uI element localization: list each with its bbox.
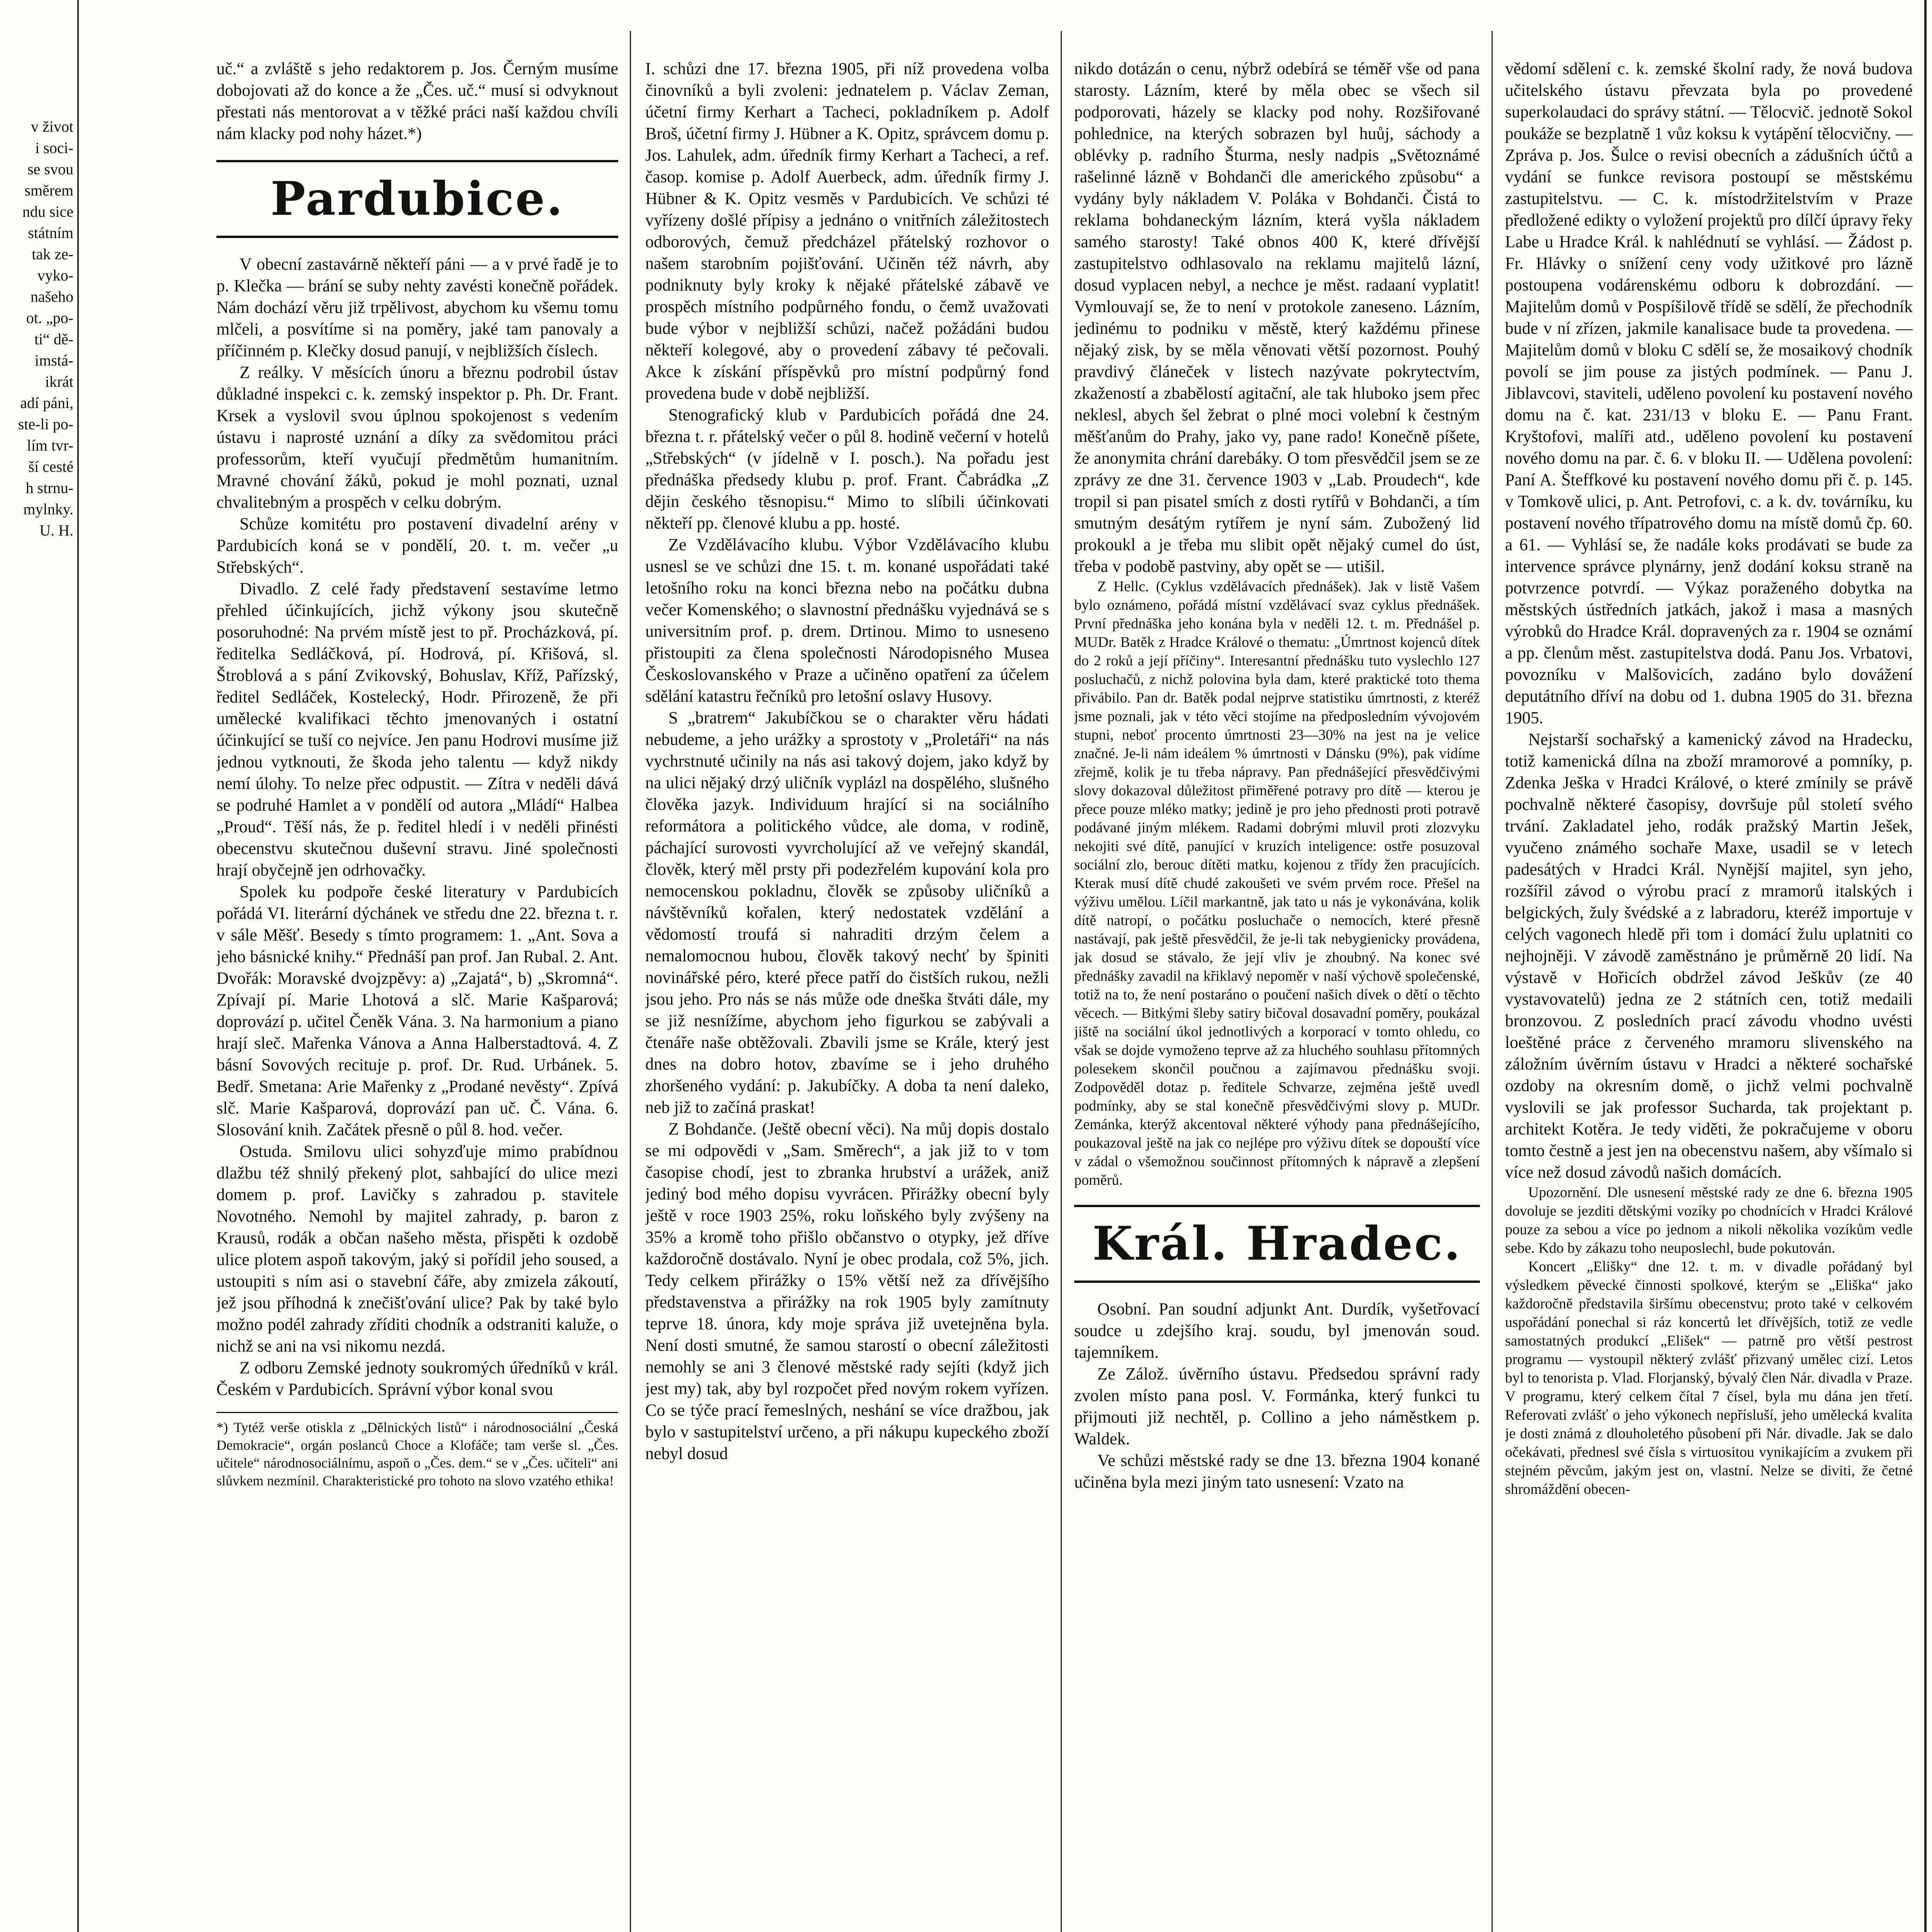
fragment-line: U. H. bbox=[39, 522, 73, 539]
fragment-line: vyko- bbox=[37, 267, 73, 284]
article-paragraph: Z odboru Zemské jednoty soukromých úředníků v král. Českém v Pardubicích. Správní výbor konal svou bbox=[216, 1358, 618, 1399]
article-paragraph: Divadlo. Z celé řady představení sestavíme letmo přehled účinkujících, jichž výkony jsou skutečně posoruhodné: Na prvém místě jest to př. Procházková, pí. ředitelka Sedláčková, pí. Hodrová, pí. Křišová, sl. Štroblová a s pání Zvikovský, Bohuslav, Kříž, Pařízský, ředitel Sedláček, Kostelecký, Hodr. Přirozeně, že při umělecké kvalifikaci těchto jmenovaných i ostatní účinkující se tuší co nejvíce. Jen panu Hodrovi musíme již jednou vytknouti, že škoda jeho talentu — když nikdy nemí úlohy. To nelze přec odpustit. — Zítra v neděli dává se podruhé Hamlet a v pondělí od autora „Mládí“ Halbea „Proud“. Těší nás, že p. ředitel hledí i v neděli přinésti obecenstvu skutečnou duševní stravu. Jiné společnosti hrají obyčejně jen odrhovačky. bbox=[216, 579, 618, 879]
article-paragraph: nikdo dotázán o cenu, nýbrž odebírá se téměř vše od pana starosty. Lázním, které by měla obec se všech sil podporovati, házely se klacky pod nohy. Rozšiřované pohlednice, na kterých sobrazen byl huůj, sáchody a oblévky p. radního Šturma, nesly nadpis „Světoznámé rašelinné lázně v Bohdanči dle amerického způsobu“ a vydány byly nákladem V. Poláka v Bohdanči. Čistá to reklama bohdaneckým lázním, která vyšla nákladem samého starosty! Také obnos 400 K, které dřívější zastupitelstvo odhlasovalo na reklamu majitelů lázní, dosud vyplacen nebyl, a nechce je měst. radaaní vyplatit! Vymlouvají se, že to není v protokole zaneseno. Lázním, jedinému to podniku v městě, který každému přinese nějaký zisk, by se měla věnovati větší pozornost. Pouhý pravdivý článeček v listech nazývate pokrytectvím, zkažeností a zbabělostí agitační, ale tak hluboko jsem přec neklesl, abych šel žebrat o plné moci volební k čestným měšťanům do Prahy, jako vy, pane rado! Konečně píšete, že anonymita chrání darebáky. O tom přesvědčil jsem se ze zprávy ze dne 31. července 1903 v „Lab. Proudech“, kde tropil si pan pisatel smích z dosti rytířů v Bohdanči, a tím smutným desátým rytířem je nyní sám. Zubožený lid prokoukl a je třeba mu slibit opět nějaký cumel do úst, třeba v podobě pastviny, aby opět se — utišil. bbox=[1074, 59, 1480, 576]
section-heading-pardubice: Pardubice. bbox=[216, 160, 618, 238]
fragment-line: lím tvr- bbox=[27, 437, 73, 454]
previous-page-fragment bbox=[0, 116, 73, 541]
fragment-line: imstá- bbox=[35, 352, 73, 369]
column-rule bbox=[630, 31, 631, 1932]
article-paragraph: Upozornění. Dle usnesení městské rady ze dne 6. března 1905 dovoluje se jezditi dětskými vozíky po chodnících v Hradci Králové pouze za sebou a více po jednom a nikoli několika vozíkům vedle sebe. Kdo by zákazu toho neuposlechl, bude pokutován. bbox=[1505, 1184, 1913, 1256]
article-paragraph: Z Hellc. (Cyklus vzdělávacích přednášek). Jak v listě Vašem bylo oznámeno, pořádá místní vzdělávací svaz cyklus přednášek. První přednáška jeho konána byla v neděli 12. t. m. Přednášel p. MUDr. Batěk z Hradce Králové o thematu: „Úmrtnost kojenců dítek do 2 roků a její příčiny“. Interesantní přednášku tuto vyslechlo 127 posluchačů, z nichž polovina byla dam, které praktické toto thema přivábilo. Pan dr. Batěk podal nejprve statistiku úmrtnosti, z kteréž jsme poznali, jak v této věci stojíme na předposledním vývojovém stupni, neboť procento úmrtnosti 23—30% na jest na je velice značné. Je-li nám ideálem % úmrtnosti v Dánsku (9%), pak vidíme zřejmě, kolik je tu třeba nápravy. Pan přednášející přesvědčivými slovy dokazoval důležitost přiměřené potravy pro dítě — kterou je přece pouze mléko matky; jedině je pro jeho přednosti proti potravě podávané jiným mlékem. Radami dobrými mluvil proti zlozvyku nekojiti své dítě, panující v kruzích inteligence: ostře posuzoval sociální zlo, berouc dítěti matku, kojenou z třídy žen pracujících. Kterak musí dítě chudé zakoušeti ve svém prvém roce. Přešel na výživu umělou. Líčil markantně, jak tato u nás je vykonávána, kolik dítě natropí, o počátku posluchače o nemocích, které přesně nastávají, pak ještě přesvědčil, že je-li tak nebygienicky provádena, jak dosud se stávalo, že její vliv je zhoubný. Na konec své přednášky zavadil na křiklavý nepoměr v naší výchově společenské, totiž na to, že není postaráno o poučení našich dívek o dětí o těchto věcech. — Bitkými šleby satiry bičoval dosavadní poměry, poukázal jiště na sociální úkol jednotlivých a korporací v tomto ohledu, co však se dojde vymoženo teprve až za hluchého souhlasu přítomných polesekem skončil poučnou a zajímavou přednášku svoji. Zodpověděl dotaz p. ředitele Schvarze, zejména ještě uvedl podmínky, aby se stal konečně přesvědčivými slovy p. MUDr. Zemánka, kterýž akcentoval některé výhody pana přednášejícího, poukazoval ještě na jak co nejlépe pro výživu dítek se dopouští více v zádal o všemožnou součinnost přítomných k nápravě a zlepšení poměrů. bbox=[1074, 578, 1480, 1188]
column-2 bbox=[645, 58, 1049, 1932]
fragment-line: tak ze- bbox=[32, 245, 73, 263]
fragment-line: našeho bbox=[30, 288, 73, 305]
article-paragraph: Ze Zálož. úvěrního ústavu. Předsedou správní rady zvolen místo pana posl. V. Formánka, který funkci tu přijmouti již nechtěl, p. Collino a jeho náměstkem p. Waldek. bbox=[1074, 1364, 1480, 1448]
column-rule bbox=[1492, 31, 1493, 1932]
article-paragraph: Ostuda. Smilovu ulici sohyzďuje mimo prabídnou dlažbu též shnilý překený plot, sahbající do ulice mezi domem p. prof. Lavičky s zahradou p. stavitele Novotného. Nemohl by majitel zahrady, p. baron z Krausů, rodák a občan našeho města, přispěti k ozdobě ulice plotem aspoň takovým, jaký si pořídil jeho soused, a ustoupiti s ním asi o stavební čáře, aby zmizela zákoutí, jež jsou příhodná k znečišťování ulice? Pak by také bylo možno podél zahrady zříditi chodník a odstraniti kaluže, o nichž se ani na vsi nikomu nezdá. bbox=[216, 1142, 618, 1355]
footnote: *) Tytéž verše otiskla z „Dělnických listů“ i národnosociální „Česká Demokracie“, orgán poslanců Choce a Klofáče; tam verše sl. „Čes. učitele“ národnosociálnímu, aspoň o „Čes. dem.“ se v „Čes. učiteli“ ani slůvkem nezmínil. Charakteristické pro tohoto na slovo vzatého ethika! bbox=[216, 1412, 618, 1490]
section-heading-kral-hradec: Král. Hradec. bbox=[1074, 1205, 1480, 1283]
column-3 bbox=[1074, 58, 1480, 1932]
column-rule bbox=[1061, 31, 1062, 1932]
fragment-line: ot. „po- bbox=[26, 309, 73, 327]
article-paragraph: Stenografický klub v Pardubicích pořádá dne 24. března t. r. přátelský večer o půl 8. hodině večerní v hotelů „Střebských“ (v jídelně v I. posch.). Na pořadu jest přednáška předsedy klubu p. prof. Frant. Čabrádka „Z dějin českého těsnopisu.“ Mimo to slíbili účinkovati někteří pp. členové klubu a pp. hosté. bbox=[645, 405, 1049, 532]
fragment-line: ti“ dě- bbox=[34, 330, 73, 348]
fragment-line: i soci- bbox=[35, 139, 73, 156]
article-paragraph: Z reálky. V měsících únoru a březnu podrobil ústav důkladné inspekci c. k. zemský inspektor p. Ph. Dr. Frant. Krsek a vyslovil svou úplnou spokojenost s vedením ústavu i naprosté uznání a díky za svědomitou práci professorům, kteří vyučují předmětům humanitním. Mravné chování žáků, pokud je mohl poznati, uznal chvalitebným a prospěch v celku dobrým. bbox=[216, 363, 618, 512]
article-paragraph: Osobní. Pan soudní adjunkt Ant. Durdík, vyšetřovací soudce u zdejšího kraj. soudu, byl jmenován soud. tajemníkem. bbox=[1074, 1299, 1480, 1362]
column-1 bbox=[216, 58, 618, 1932]
article-paragraph: Spolek ku podpoře české literatury v Pardubicích pořádá VI. literární dýchánek ve středu dne 22. března t. r. v sále Měšť. Besedy s tímto programem: 1. „Ant. Sova a jeho básnické knihy.“ Přednáší pan prof. Jan Rubal. 2. Ant. Dvořák: Moravské dvojzpěvy: a) „Zajatá“, b) „Skromná“. Zpívají pí. Marie Lhotová a slč. Marie Kašparová; doprovází p. učitel Čeněk Vána. 3. Na harmonium a piano hrají sleč. Mařenka Vánova a Anna Halberstadtová. 4. Z básní Sovových recituje p. prof. Dr. Rud. Urbánek. 5. Bedř. Smetana: Arie Mařenky z „Prodané nevěsty“. Zpívá slč. Marie Kašparová, doprovází pan uč. Č. Vána. 6. Slosování knih. Začátek přesně o půl 8. hod. večer. bbox=[216, 882, 618, 1139]
article-paragraph: S „bratrem“ Jakubíčkou se o charakter věru hádati nebudeme, a jeho urážky a sprostoty v „Proletáři“ na nás vychrstnuté učinily na nás asi takový dojem, jako když by na ulici nějaký drzý uličník vyplázl na dospělého, slušného člověka jazyk. Individuum hrající si na sociálního reformátora a politického vůdce, ale doma, v rodině, páchající surovosti vyvrcholující až ve veřejný skandál, člověk, který měl prsty při podezřelém kupování kola pro nemocenskou pokladnu, člověk se způsoby uličníků a návštěvníků kořalen, který nedostatek vzdělání a vědomostí troufá si nahraditi drzým čelem a nemalomocnou hubou, člověk takový nechť by špiniti novinářské péro, které přece patří do čistších rukou, nežli jsou jeho. Pro nás se nás může ode dneška štváti dále, my se již nesnížíme, abychom jeho figurkou se zabývali a čtenáře naše obtěžovali. Zbavili jsme se Krále, který jest dnes na dobro hotov, zbavíme se i jeho druhého zhoršeného vydání: p. Jakubíčky. A doba ta není daleko, neb již to začíná praskat! bbox=[645, 708, 1049, 1117]
fragment-line: se svou bbox=[27, 160, 73, 178]
fragment-line: ste-li po- bbox=[18, 415, 73, 433]
article-paragraph: Nejstarší sochařský a kamenický závod na Hradecku, totiž kamenická dílna na zboží mramorové a pomníky, p. Zdenka Ješka v Hradci Králové, o které zmínily se právě pochvalně některé časopisy, dovršuje půl století svého trvání. Zakladatel jeho, rodák pražský Martin Ješek, vyučeno známého sochaře Maxe, usadil se v letech padesátých v Hradci Král. Nynější majitel, syn jeho, rozšířil závod o výrobu prací z mramorů italských i belgických, žuly švédské a z labradoru, kteréž importuje v celých vagonech hledě při tom i domácí žulu uplatniti co nejhojněji. V závodě zaměstnáno je průměrně 20 lidí. Na výstavě v Hořicích obdržel závod Ješkův (ze 40 vystavovatelů) jedna ze 2 státních cen, totiž medaili bronzovou. Z posledních prací závodu vhodno uvésti loeštěné práce z červeného mramoru slivenského na záložním úvěrním ústavu v Hradci a některé sochařské ozdoby na okresním domě, o jichž velmi pochvalně vyslovili se jak professor Suchardа, tak projektant p. architekt Kotěra. Je tedy viděti, že pokračujeme v oboru tomto čestně a jest jen na obecenstvu našem, aby všímalo si více než dosud závodů našich domácích. bbox=[1505, 730, 1913, 1182]
column-rule bbox=[77, 0, 79, 1932]
fragment-line: v život bbox=[31, 118, 73, 135]
article-paragraph: V obecní zastavárně někteří páni — a v prvé řadě je to p. Klečka — brání se suby nehty zavésti konečně pořádek. Nám dochází věru již trpělivost, abychom ku všemu tomu mlčeli, a posvítíme si na poměry, jaké tam panovaly a příčinném p. Klečky dosud panují, v nejbližších číslech. bbox=[216, 255, 618, 360]
fragment-line: směrem bbox=[24, 182, 73, 199]
fragment-line: ší cesté bbox=[28, 458, 73, 475]
article-paragraph: Schůze komitétu pro postavení divadelní arény v Pardubicích koná se v pondělí, 20. t. m. večer „u Střebských“. bbox=[216, 514, 618, 577]
fragment-line: h strnu- bbox=[26, 479, 73, 497]
intro-paragraph: uč.“ a zvláště s jeho redaktorem p. Jos. Černým musíme dobojovati až do konce a že „Čes. uč.“ musí si odvyknout přestati nás mentorovat a v těžké práci naší každou chvíli nám klacky pod nohy házet.*) bbox=[216, 59, 618, 143]
article-paragraph: Koncert „Elišky“ dne 12. t. m. v divadle pořádaný byl výsledkem pěvecké činnosti spolkové, kterým se „Eliška“ jako každoročně představila širšímu obecenstvu; proto také v celkovém uspořádání ponechal si ráz koncertů let dřívějších, totiž ze vedle samostatných produkcí „Elišek“ — patrně pro větší pestrost programu — vystoupil některý zvlášť přizvaný umělec cizí. Letos byl to tenorista p. Vlad. Florjanský, bývalý člen Nár. divadla v Praze. V programu, který celkem čítal 7 čísel, byla mu dána jen třetí. Referovati zvlášť o jeho výkonech nepřísluší, jeho umělecká kvalita je dosti známá z dlouholetého působení při Nár. divadle. Jak se dalo očekávati, přednesl své čísla s virtuositou vynikajícím a zvukem při stejném pěvcům, jakým jest on, vlastní. Nelze se diviti, že četné shromáždění obecen- bbox=[1505, 1259, 1913, 1497]
article-paragraph: Ze Vzdělávacího klubu. Výbor Vzdělávacího klubu usnesl se ve schůzi dne 15. t. m. konané uspořádati také letošního roku na konci března nebo na počátku dubna večer Komenského; o slavnostní přednášku vyjednává se s universitním prof. p. drem. Drtinou. Mimo to usneseno přistoupiti za člena společnosti Národopisného Musea Českoslovanského v Praze a učiněno opatření za účelem sdělání katastru řečníků pro letošní oslavy Husovy. bbox=[645, 535, 1049, 706]
column-4 bbox=[1505, 58, 1913, 1932]
fragment-line: mylnky. bbox=[23, 500, 73, 518]
page-edge bbox=[1924, 0, 1927, 1932]
fragment-line: adí páni, bbox=[20, 394, 73, 412]
article-paragraph: Z Bohdanče. (Ještě obecní věci). Na můj dopis dostalo se mi odpovědi v „Sam. Směrech“, a jak již to v tom časopise chodí, jest to zbranka hrubství a urážek, aniž jediný bod mého dopisu vyvrácen. Přirážky obecní byly ještě v roce 1903 25%, roku loňského byly zvýšeny na 35% a kromě toho přišlo občanstvo o otypky, jež dříve každoročně dostávalo. Nyní je obec prodala, což 5%, jich. Tedy celkem přirážky o 15% větší než za dřívějšího představenstva a přirážky na rok 1905 byly zamítnuty teprve 18. února, kdy moje správa již uvetejněna byla. Není dosti smutné, že samou starostí o obecní záležitosti nemohly se ani 3 členové městské rady sejíti (když jich jest my) tak, aby byl rozpočet před novým rokem vyřízen. Co se týče prací řemeslných, neshání se více dražbou, jak bylo v sastupitelství určeno, a při nákupu kupeckého zboží nebyl dosud bbox=[645, 1119, 1049, 1463]
article-paragraph: vědomí sdělení c. k. zemské školní rady, že nová budova učitelského ústavu převzata byla po provedené superkolaudaci do správy státní. — Tělocvič. jednotě Sokol poukáže se bezplatně 1 vůz koksu k vytápění tělocvičny. — Zpráva p. Jos. Šulce o revisi obecních a zádušních účtů a vydání se funkce revisora postoupí se městskému zastupitelstvu. — C. k. místodržitelstvím v Praze předložené edikty o vyložení projektů pro dílčí úpravy řeky Labe u Hradce Král. k nahlédnutí se vyhlásí. — Žádost p. Fr. Hlávky o snížení ceny vody užitkové pro lázně postoupena vodárenskému odboru k dobrozdání. — Majitelům domů v Pospíšilově třídě se sdělí, že přechodník bude v ní zřízen, jakmile kanalisace bude ta provedena. — Majitelům domů v bloku C sdělí se, že mosaikový chodník povolí se jim pouse za jistých podmínek. — Panu J. Jiblavcovi, staviteli, uděleno povolení ku postavení nového domu na č. kat. 231/13 v bloku E. — Panu Frant. Kryštofovi, malíři atd., uděleno povolení ku postavení nového domu na par. č. 6. v bloku II. — Udělena povolení: Paní A. Šteffkové ku postavení nového domu při č. p. 145. v Tomkově ulici, p. Ant. Petrofovi, c. a k. dv. továrníku, ku postavení nového třípatrového domu na místě domů čp. 60. a 61. — Vyhlásí se, že nadále koks prodávati se bude za intervence správce plynárny, jenž dodání koksu straně na potvrzence potvrdí. — Výkaz poraženého dobytka na městských ústředních jatkách, jakož i masa a masných výrobků do Hradce Král. dopravených za r. 1904 se oznámí a pp. členům měst. zastupitelstva dodá. Panu Jos. Vrbatovi, povozníku v Malšovicích, zadáno bylo dovážení deputátního dříví na dobu od 1. dubna 1905 do 31. března 1905. bbox=[1505, 59, 1913, 727]
article-paragraph: I. schůzi dne 17. března 1905, při níž provedena volba činovníků a byli zvoleni: jednatelem p. Václav Zeman, účetní firmy Kerhart a Tacheci, pokladníkem p. Adolf Broš, účetní firmy J. Hübner a K. Opitz, správcem domu p. Jos. Lahulek, adm. úředník firmy Kerhart a Tacheci, a ref. časop. komise p. Adolf Auerbeck, adm. úředník firmy J. Hübner & K. Opitz vesměs v Pardubicích. Ve schůzi té vyřízeny došlé přípisy a jednáno o vnitřních záležitostech odborových, čemuž předcházel přátelský rozhovor o našem starobním pojišťování. Učiněn též návrh, aby podniknuty byly kroky k nějaké přátelské zábavě ve prospěch místního podpůrného fondu, o čemž uvažovati bude výbor v nejbližší schůzi, načež požádáni budou někteří kolegové, aby o provedení zábavy té pečovali. Akce k získání příspěvků pro místní podpůrný fond provedena bude v době nejbližší. bbox=[645, 59, 1049, 403]
fragment-line: státním bbox=[28, 224, 73, 242]
fragment-line: ndu sice bbox=[22, 203, 73, 220]
article-paragraph: Ve schůzi městské rady se dne 13. března 1904 konané učiněna byla mezi jiným tato usnesení: Vzato na bbox=[1074, 1451, 1480, 1492]
fragment-line: ikrát bbox=[45, 373, 73, 390]
